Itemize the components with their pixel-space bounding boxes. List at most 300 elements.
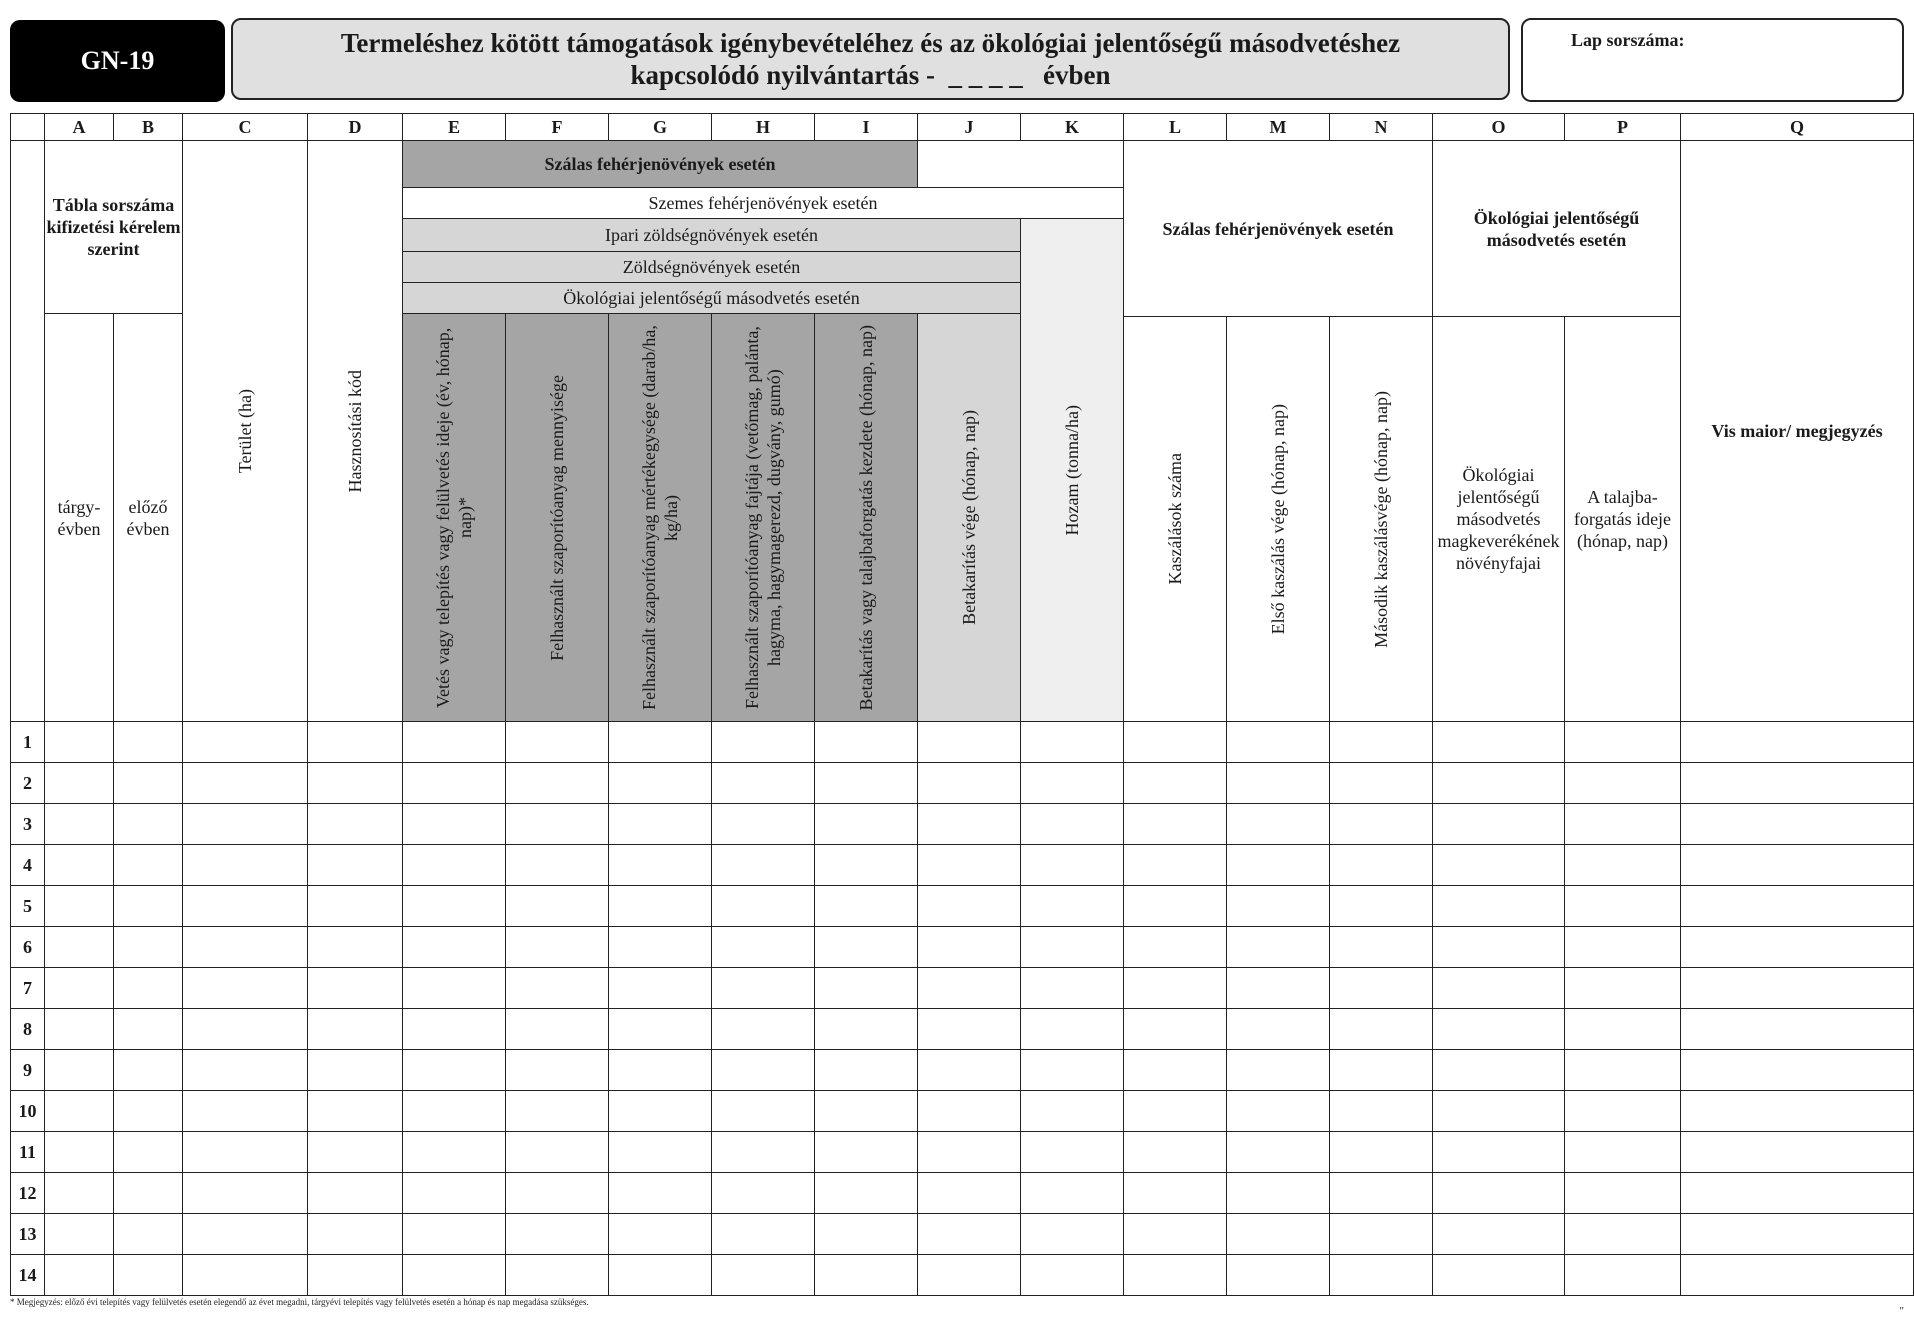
cell-m[interactable]	[1227, 845, 1330, 886]
column-letter: G	[609, 114, 712, 141]
cell-a[interactable]	[45, 1173, 114, 1214]
cell-i[interactable]	[815, 1009, 918, 1050]
header-B: előző évben	[114, 314, 183, 722]
cell-l[interactable]	[1124, 968, 1227, 1009]
cell-p[interactable]	[1565, 1255, 1681, 1296]
cell-e[interactable]	[403, 763, 506, 804]
cell-q[interactable]	[1681, 1214, 1914, 1255]
cell-f[interactable]	[506, 845, 609, 886]
cell-l[interactable]	[1124, 845, 1227, 886]
cell-e[interactable]	[403, 1132, 506, 1173]
sheet-number-box[interactable]	[1521, 18, 1904, 102]
row-number: 14	[11, 1255, 45, 1296]
group-szalas-feherje-right: Szálas fehérjenövények esetén	[1124, 141, 1433, 317]
cell-h[interactable]	[712, 927, 815, 968]
row-number: 10	[11, 1091, 45, 1132]
cell-o[interactable]	[1433, 1173, 1565, 1214]
corner-cell	[11, 114, 45, 141]
cell-d[interactable]	[308, 927, 403, 968]
cell-d[interactable]	[308, 1214, 403, 1255]
cell-e[interactable]	[403, 845, 506, 886]
cell-d[interactable]	[308, 763, 403, 804]
cell-d[interactable]	[308, 886, 403, 927]
cell-p[interactable]	[1565, 1050, 1681, 1091]
cell-a[interactable]	[45, 1091, 114, 1132]
table-row	[11, 886, 1914, 927]
cell-c[interactable]	[183, 927, 308, 968]
cell-o[interactable]	[1433, 763, 1565, 804]
cell-j[interactable]	[918, 1173, 1021, 1214]
table-row	[11, 927, 1914, 968]
cell-e[interactable]	[403, 1214, 506, 1255]
column-letter: K	[1021, 114, 1124, 141]
cell-l[interactable]	[1124, 722, 1227, 763]
group-ipari-zoldseg: Ipari zöldségnövények esetén	[403, 219, 1021, 252]
cell-p[interactable]	[1565, 1009, 1681, 1050]
cell-c[interactable]	[183, 763, 308, 804]
cell-c[interactable]	[183, 845, 308, 886]
cell-g[interactable]	[609, 1009, 712, 1050]
cell-e[interactable]	[403, 804, 506, 845]
cell-a[interactable]	[45, 1050, 114, 1091]
cell-i[interactable]	[815, 1255, 918, 1296]
cell-h[interactable]	[712, 845, 815, 886]
cell-q[interactable]	[1681, 845, 1914, 886]
cell-b[interactable]	[114, 763, 183, 804]
cell-h[interactable]	[712, 1091, 815, 1132]
cell-i[interactable]	[815, 1050, 918, 1091]
header-O: Ökológiai jelentőségű másodvetés magkeverékének növényfajai	[1433, 317, 1565, 722]
cell-a[interactable]	[45, 968, 114, 1009]
cell-b[interactable]	[114, 722, 183, 763]
cell-q[interactable]	[1681, 763, 1914, 804]
form-code: GN-19	[10, 20, 225, 102]
cell-k[interactable]	[1021, 804, 1124, 845]
cell-c[interactable]	[183, 1132, 308, 1173]
cell-n[interactable]	[1330, 1255, 1433, 1296]
cell-a[interactable]	[45, 1009, 114, 1050]
cell-c[interactable]	[183, 1255, 308, 1296]
group-okologiai-masodvetes: Ökológiai jelentőségű másodvetés esetén	[403, 283, 1021, 314]
cell-d[interactable]	[308, 1091, 403, 1132]
cell-k[interactable]	[1021, 886, 1124, 927]
cell-n[interactable]	[1330, 1214, 1433, 1255]
cell-a[interactable]	[45, 1255, 114, 1296]
cell-g[interactable]	[609, 1214, 712, 1255]
cell-m[interactable]	[1227, 1173, 1330, 1214]
cell-o[interactable]	[1433, 927, 1565, 968]
cell-b[interactable]	[114, 886, 183, 927]
cell-p[interactable]	[1565, 845, 1681, 886]
cell-a[interactable]	[45, 763, 114, 804]
cell-l[interactable]	[1124, 1173, 1227, 1214]
row-number: 9	[11, 1050, 45, 1091]
cell-k[interactable]	[1021, 1091, 1124, 1132]
cell-d[interactable]	[308, 1050, 403, 1091]
column-letter: A	[45, 114, 114, 141]
cell-e[interactable]	[403, 1050, 506, 1091]
cell-d[interactable]	[308, 1132, 403, 1173]
header-C: Terület (ha)	[183, 141, 308, 722]
footnote: * Megjegyzés: előző évi telepítés vagy felülvetés esetén elegendő az évet megadni, tárgyévi telepítés vagy felülvetés esetén a hónap és nap megadása szükséges.	[10, 1297, 589, 1307]
cell-h[interactable]	[712, 1255, 815, 1296]
cell-c[interactable]	[183, 968, 308, 1009]
cell-b[interactable]	[114, 1009, 183, 1050]
cell-b[interactable]	[114, 845, 183, 886]
cell-h[interactable]	[712, 722, 815, 763]
cell-n[interactable]	[1330, 722, 1433, 763]
cell-f[interactable]	[506, 1132, 609, 1173]
cell-k[interactable]	[1021, 1255, 1124, 1296]
cell-l[interactable]	[1124, 804, 1227, 845]
cell-o[interactable]	[1433, 1255, 1565, 1296]
cell-e[interactable]	[403, 1091, 506, 1132]
header-N: Második kaszálásvége (hónap, nap)	[1330, 317, 1433, 722]
cell-d[interactable]	[308, 722, 403, 763]
cell-p[interactable]	[1565, 1132, 1681, 1173]
cell-q[interactable]	[1681, 927, 1914, 968]
cell-m[interactable]	[1227, 968, 1330, 1009]
cell-b[interactable]	[114, 1050, 183, 1091]
cell-h[interactable]	[712, 1214, 815, 1255]
column-letter: P	[1565, 114, 1681, 141]
group-okologiai-right: Ökológiai jelentőségű másodvetés esetén	[1433, 141, 1681, 317]
cell-a[interactable]	[45, 845, 114, 886]
cell-d[interactable]	[308, 968, 403, 1009]
cell-b[interactable]	[114, 968, 183, 1009]
cell-l[interactable]	[1124, 1009, 1227, 1050]
cell-o[interactable]	[1433, 968, 1565, 1009]
cell-p[interactable]	[1565, 763, 1681, 804]
records-table	[10, 113, 1914, 1296]
cell-c[interactable]	[183, 1091, 308, 1132]
cell-m[interactable]	[1227, 804, 1330, 845]
cell-b[interactable]	[114, 1255, 183, 1296]
cell-q[interactable]	[1681, 1009, 1914, 1050]
cell-j[interactable]	[918, 1255, 1021, 1296]
cell-g[interactable]	[609, 804, 712, 845]
cell-p[interactable]	[1565, 722, 1681, 763]
cell-p[interactable]	[1565, 1214, 1681, 1255]
cell-e[interactable]	[403, 1255, 506, 1296]
table-row	[11, 804, 1914, 845]
cell-f[interactable]	[506, 804, 609, 845]
cell-g[interactable]	[609, 845, 712, 886]
cell-n[interactable]	[1330, 927, 1433, 968]
cell-g[interactable]	[609, 1132, 712, 1173]
column-letter: O	[1433, 114, 1565, 141]
cell-g[interactable]	[609, 968, 712, 1009]
cell-p[interactable]	[1565, 1173, 1681, 1214]
cell-l[interactable]	[1124, 1050, 1227, 1091]
cell-f[interactable]	[506, 1009, 609, 1050]
cell-f[interactable]	[506, 1173, 609, 1214]
cell-b[interactable]	[114, 1173, 183, 1214]
row-number: 5	[11, 886, 45, 927]
cell-q[interactable]	[1681, 1173, 1914, 1214]
cell-f[interactable]	[506, 722, 609, 763]
cell-g[interactable]	[609, 1255, 712, 1296]
group-szalas-feherje: Szálas fehérjenövények esetén	[403, 141, 918, 188]
cell-g[interactable]	[609, 722, 712, 763]
cell-i[interactable]	[815, 845, 918, 886]
cell-c[interactable]	[183, 1009, 308, 1050]
cell-p[interactable]	[1565, 927, 1681, 968]
cell-k[interactable]	[1021, 722, 1124, 763]
table-row	[11, 763, 1914, 804]
cell-o[interactable]	[1433, 1009, 1565, 1050]
cell-c[interactable]	[183, 1214, 308, 1255]
cell-h[interactable]	[712, 804, 815, 845]
cell-q[interactable]	[1681, 886, 1914, 927]
cell-c[interactable]	[183, 886, 308, 927]
cell-i[interactable]	[815, 1214, 918, 1255]
row-number: 3	[11, 804, 45, 845]
form-title	[231, 18, 1510, 100]
cell-q[interactable]	[1681, 804, 1914, 845]
cell-a[interactable]	[45, 927, 114, 968]
cell-m[interactable]	[1227, 1255, 1330, 1296]
cell-b[interactable]	[114, 804, 183, 845]
cell-n[interactable]	[1330, 1009, 1433, 1050]
row-number: 1	[11, 722, 45, 763]
cell-j[interactable]	[918, 1214, 1021, 1255]
cell-a[interactable]	[45, 804, 114, 845]
cell-l[interactable]	[1124, 886, 1227, 927]
cell-m[interactable]	[1227, 763, 1330, 804]
cell-p[interactable]	[1565, 804, 1681, 845]
header-M: Első kaszálás vége (hónap, nap)	[1227, 317, 1330, 722]
cell-p[interactable]	[1565, 968, 1681, 1009]
cell-d[interactable]	[308, 1173, 403, 1214]
cell-o[interactable]	[1433, 886, 1565, 927]
cell-a[interactable]	[45, 1214, 114, 1255]
cell-o[interactable]	[1433, 1091, 1565, 1132]
cell-h[interactable]	[712, 886, 815, 927]
cell-k[interactable]	[1021, 968, 1124, 1009]
column-letter: F	[506, 114, 609, 141]
cell-n[interactable]	[1330, 886, 1433, 927]
cell-d[interactable]	[308, 1009, 403, 1050]
cell-k[interactable]	[1021, 1132, 1124, 1173]
cell-j[interactable]	[918, 1091, 1021, 1132]
cell-h[interactable]	[712, 968, 815, 1009]
cell-m[interactable]	[1227, 927, 1330, 968]
cell-l[interactable]	[1124, 1091, 1227, 1132]
cell-k[interactable]	[1021, 1009, 1124, 1050]
header-A: tárgy- évben	[45, 314, 114, 722]
header-F: Felhasznált szaporítóanyag mennyisége	[506, 314, 609, 722]
cell-p[interactable]	[1565, 886, 1681, 927]
cell-j[interactable]	[918, 968, 1021, 1009]
corner-mark: "	[1899, 1305, 1904, 1317]
cell-b[interactable]	[114, 927, 183, 968]
cell-j[interactable]	[918, 886, 1021, 927]
row-number: 12	[11, 1173, 45, 1214]
row-number: 11	[11, 1132, 45, 1173]
row-number: 4	[11, 845, 45, 886]
cell-d[interactable]	[308, 845, 403, 886]
cell-l[interactable]	[1124, 763, 1227, 804]
cell-e[interactable]	[403, 968, 506, 1009]
cell-f[interactable]	[506, 763, 609, 804]
table-row	[11, 722, 1914, 763]
cell-n[interactable]	[1330, 1091, 1433, 1132]
cell-o[interactable]	[1433, 1050, 1565, 1091]
column-letter: N	[1330, 114, 1433, 141]
table-row	[11, 845, 1914, 886]
cell-l[interactable]	[1124, 1214, 1227, 1255]
cell-c[interactable]	[183, 1050, 308, 1091]
cell-i[interactable]	[815, 927, 918, 968]
cell-j[interactable]	[918, 845, 1021, 886]
group-blank-JK	[918, 141, 1124, 188]
table-row	[11, 1173, 1914, 1214]
cell-j[interactable]	[918, 722, 1021, 763]
cell-b[interactable]	[114, 1214, 183, 1255]
cell-e[interactable]	[403, 927, 506, 968]
cell-b[interactable]	[114, 1091, 183, 1132]
row-number: 13	[11, 1214, 45, 1255]
cell-j[interactable]	[918, 804, 1021, 845]
cell-i[interactable]	[815, 968, 918, 1009]
cell-c[interactable]	[183, 1173, 308, 1214]
cell-i[interactable]	[815, 804, 918, 845]
cell-k[interactable]	[1021, 763, 1124, 804]
cell-q[interactable]	[1681, 968, 1914, 1009]
cell-i[interactable]	[815, 763, 918, 804]
cell-k[interactable]	[1021, 927, 1124, 968]
column-letter: J	[918, 114, 1021, 141]
row-number: 7	[11, 968, 45, 1009]
cell-q[interactable]	[1681, 1091, 1914, 1132]
cell-d[interactable]	[308, 804, 403, 845]
cell-d[interactable]	[308, 1255, 403, 1296]
cell-g[interactable]	[609, 1091, 712, 1132]
column-letter-row	[11, 114, 1914, 141]
cell-f[interactable]	[506, 886, 609, 927]
cell-o[interactable]	[1433, 845, 1565, 886]
cell-c[interactable]	[183, 722, 308, 763]
cell-h[interactable]	[712, 1132, 815, 1173]
cell-m[interactable]	[1227, 722, 1330, 763]
cell-c[interactable]	[183, 804, 308, 845]
cell-n[interactable]	[1330, 763, 1433, 804]
header-J: Betakarítás vége (hónap, nap)	[918, 314, 1021, 722]
cell-m[interactable]	[1227, 1214, 1330, 1255]
cell-n[interactable]	[1330, 1132, 1433, 1173]
header-P: A talajba-forgatás ideje (hónap, nap)	[1565, 317, 1681, 722]
cell-n[interactable]	[1330, 968, 1433, 1009]
cell-j[interactable]	[918, 1132, 1021, 1173]
cell-i[interactable]	[815, 1132, 918, 1173]
column-letter: M	[1227, 114, 1330, 141]
header-K: Hozam (tonna/ha)	[1021, 219, 1124, 722]
cell-i[interactable]	[815, 722, 918, 763]
cell-o[interactable]	[1433, 722, 1565, 763]
cell-j[interactable]	[918, 927, 1021, 968]
cell-a[interactable]	[45, 1132, 114, 1173]
cell-e[interactable]	[403, 1173, 506, 1214]
cell-i[interactable]	[815, 1173, 918, 1214]
sheet-number-label: Lap sorszáma:	[1571, 30, 1685, 50]
cell-l[interactable]	[1124, 927, 1227, 968]
cell-k[interactable]	[1021, 1214, 1124, 1255]
cell-g[interactable]	[609, 763, 712, 804]
cell-g[interactable]	[609, 927, 712, 968]
table-row	[11, 1255, 1914, 1296]
cell-f[interactable]	[506, 1091, 609, 1132]
column-letter: Q	[1681, 114, 1914, 141]
cell-m[interactable]	[1227, 1132, 1330, 1173]
cell-f[interactable]	[506, 1214, 609, 1255]
cell-q[interactable]	[1681, 1255, 1914, 1296]
cell-b[interactable]	[114, 1132, 183, 1173]
cell-n[interactable]	[1330, 845, 1433, 886]
column-letter: D	[308, 114, 403, 141]
cell-k[interactable]	[1021, 1173, 1124, 1214]
form-title-line1: Termeléshez kötött támogatások igénybevételéhez és az ökológiai jelentőségű másodvetéshez	[340, 28, 1401, 58]
group-tabla-sorszama: Tábla sorszáma kifizetési kérelem szerint	[45, 141, 183, 314]
column-letter: L	[1124, 114, 1227, 141]
cell-e[interactable]	[403, 886, 506, 927]
cell-j[interactable]	[918, 1009, 1021, 1050]
table-row	[11, 1091, 1914, 1132]
cell-k[interactable]	[1021, 845, 1124, 886]
cell-i[interactable]	[815, 886, 918, 927]
cell-q[interactable]	[1681, 1132, 1914, 1173]
cell-n[interactable]	[1330, 804, 1433, 845]
cell-h[interactable]	[712, 1050, 815, 1091]
cell-e[interactable]	[403, 722, 506, 763]
cell-g[interactable]	[609, 1173, 712, 1214]
cell-k[interactable]	[1021, 1050, 1124, 1091]
cell-o[interactable]	[1433, 804, 1565, 845]
cell-l[interactable]	[1124, 1255, 1227, 1296]
cell-o[interactable]	[1433, 1214, 1565, 1255]
cell-p[interactable]	[1565, 1091, 1681, 1132]
form-title-line2: kapcsolódó nyilvántartás - _ _ _ _ évben	[630, 60, 1111, 90]
cell-m[interactable]	[1227, 1091, 1330, 1132]
cell-i[interactable]	[815, 1091, 918, 1132]
cell-h[interactable]	[712, 1009, 815, 1050]
column-letter: I	[815, 114, 918, 141]
header-G: Felhasznált szaporítóanyag mértékegysége (darab/ha, kg/ha)	[609, 314, 712, 722]
cell-e[interactable]	[403, 1009, 506, 1050]
cell-h[interactable]	[712, 763, 815, 804]
cell-h[interactable]	[712, 1173, 815, 1214]
cell-g[interactable]	[609, 886, 712, 927]
cell-g[interactable]	[609, 1050, 712, 1091]
cell-m[interactable]	[1227, 886, 1330, 927]
cell-f[interactable]	[506, 968, 609, 1009]
cell-l[interactable]	[1124, 1132, 1227, 1173]
cell-n[interactable]	[1330, 1050, 1433, 1091]
cell-m[interactable]	[1227, 1009, 1330, 1050]
cell-j[interactable]	[918, 763, 1021, 804]
cell-m[interactable]	[1227, 1050, 1330, 1091]
cell-j[interactable]	[918, 1050, 1021, 1091]
cell-n[interactable]	[1330, 1173, 1433, 1214]
cell-a[interactable]	[45, 886, 114, 927]
cell-f[interactable]	[506, 1050, 609, 1091]
cell-f[interactable]	[506, 1255, 609, 1296]
cell-o[interactable]	[1433, 1132, 1565, 1173]
cell-a[interactable]	[45, 722, 114, 763]
cell-q[interactable]	[1681, 1050, 1914, 1091]
cell-f[interactable]	[506, 927, 609, 968]
cell-q[interactable]	[1681, 722, 1914, 763]
